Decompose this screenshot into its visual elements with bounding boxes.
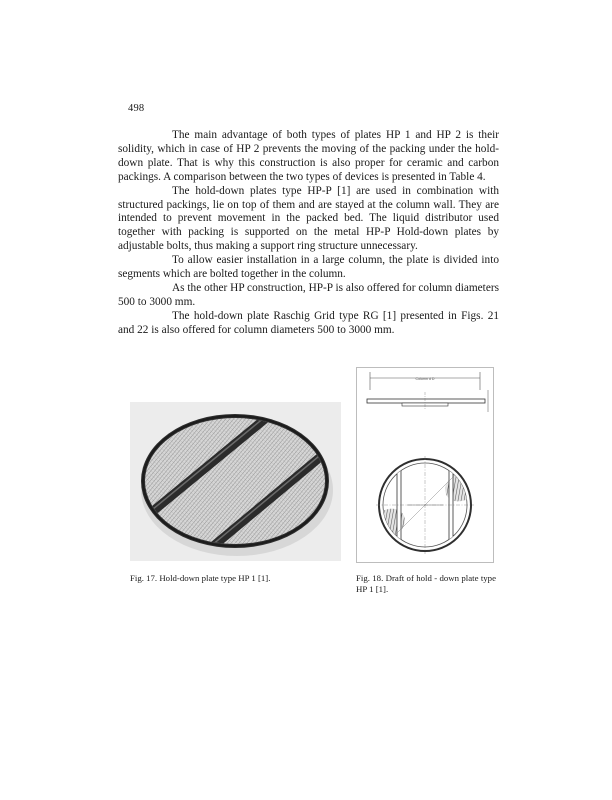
dimension-label: Column d D [415, 377, 435, 381]
page-number: 498 [128, 103, 145, 114]
paragraph: To allow easier installation in a large column, the plate is divided into segments which are bolted together in the column. [118, 254, 499, 281]
figure-18-draft [356, 367, 494, 563]
paragraph: The hold-down plates type HP-P [1] are used in combination with structured packings, lie on top of them and are stayed at the column wall. They are intended to prevent movement in the packed bed. The liquid distributor used together with packing is supported on the metal HP-P Hold-down plates by adjustable bolts, thus making a support ring structure unnecessary. [118, 184, 499, 253]
figure-17-photo [130, 402, 341, 561]
hold-down-plate-draft [357, 368, 493, 562]
figure-17-caption: Fig. 17. Hold-down plate type HP 1 [1]. [130, 573, 271, 583]
figure-18-caption: Fig. 18. Draft of hold - down plate type HP 1 [1]. [356, 573, 496, 594]
paragraph: The main advantage of both types of plates HP 1 and HP 2 is their solidity, which in case of HP 2 prevents the moving of the packing under the hold-down plate. That is why this construction is also proper for ceramic and carbon packings. A comparison between the two types of devices is presented in Table 4. [118, 129, 499, 183]
paragraph: As the other HP construction, HP-P is also offered for column diameters 500 to 3000 mm. [118, 281, 499, 308]
paragraph: The hold-down plate Raschig Grid type RG [1] presented in Figs. 21 and 22 is also offered for column diameters 500 to 3000 mm. [118, 309, 499, 336]
hold-down-plate-photo [130, 402, 341, 561]
body-text [118, 129, 499, 338]
